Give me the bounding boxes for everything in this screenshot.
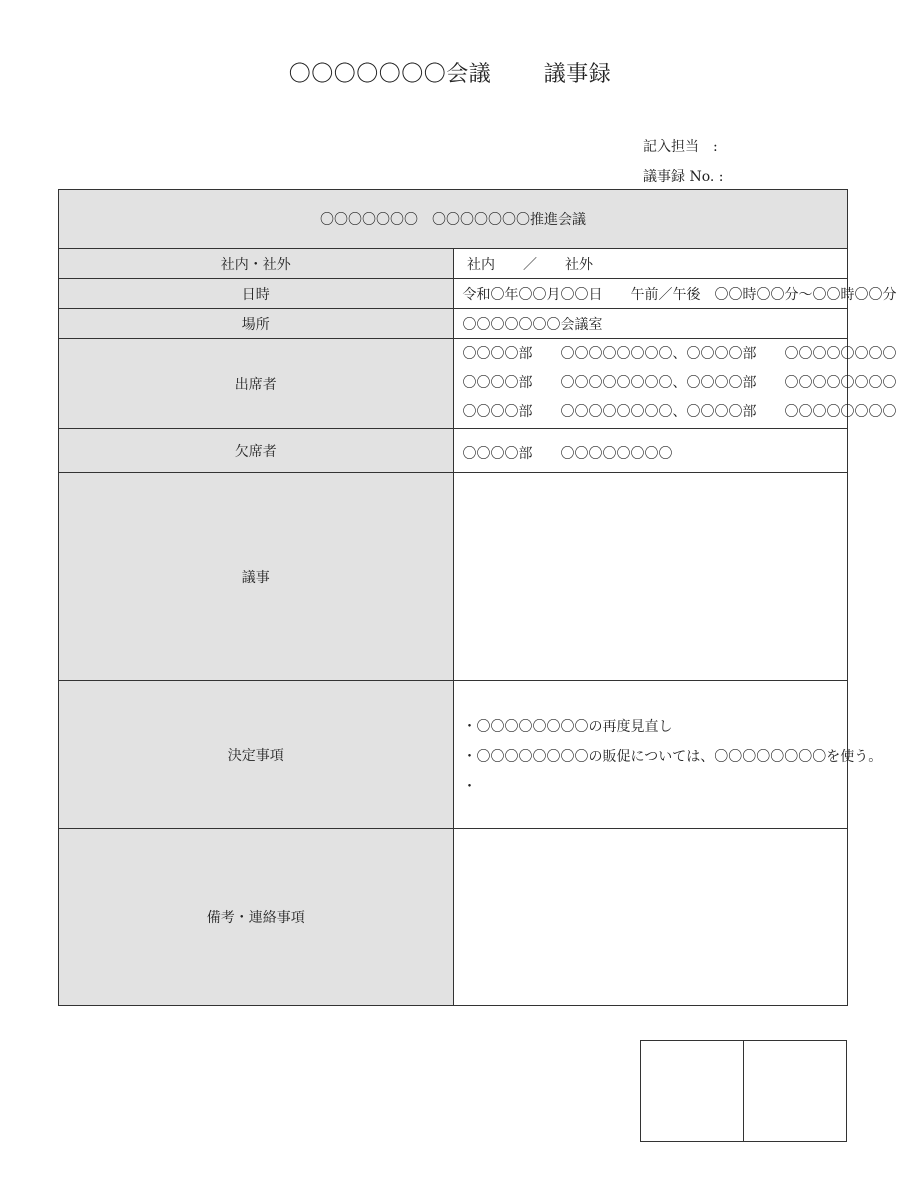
attendee-line: 〇〇〇〇部 〇〇〇〇〇〇〇〇、〇〇〇〇部 〇〇〇〇〇〇〇〇 xyxy=(462,346,897,362)
absentees-value: 〇〇〇〇部 〇〇〇〇〇〇〇〇 xyxy=(453,429,848,473)
attendees-label: 出席者 xyxy=(59,339,454,429)
minutes-number-label: 議事録 No. : xyxy=(643,169,724,185)
approval-stamp-box xyxy=(640,1040,847,1142)
absentees-label: 欠席者 xyxy=(59,429,454,473)
stamp-cell xyxy=(641,1041,743,1141)
stamp-cell xyxy=(743,1041,846,1141)
proceedings-row xyxy=(59,473,848,681)
attendees-value xyxy=(453,339,897,429)
notes-row xyxy=(59,829,848,1006)
decision-item: ・〇〇〇〇〇〇〇〇の再度見直し xyxy=(462,719,673,735)
decisions-row xyxy=(59,681,848,829)
datetime-label: 日時 xyxy=(59,279,454,309)
minutes-table xyxy=(58,189,897,1006)
notes-label: 備考・連絡事項 xyxy=(59,829,454,1006)
meeting-name-header: 〇〇〇〇〇〇〇 〇〇〇〇〇〇〇推進会議 xyxy=(59,190,848,249)
attendees-row xyxy=(59,339,848,429)
decisions-value xyxy=(453,681,883,829)
place-label: 場所 xyxy=(59,309,454,339)
scope-label: 社内・社外 xyxy=(59,249,454,279)
attendee-line: 〇〇〇〇部 〇〇〇〇〇〇〇〇、〇〇〇〇部 〇〇〇〇〇〇〇〇 xyxy=(462,375,897,391)
scope-row xyxy=(59,249,848,279)
decision-item: ・ xyxy=(462,779,477,795)
place-row xyxy=(59,309,848,339)
absentees-row xyxy=(59,429,848,473)
proceedings-label: 議事 xyxy=(59,473,454,681)
decision-item: ・〇〇〇〇〇〇〇〇の販促については、〇〇〇〇〇〇〇〇を使う。 xyxy=(462,749,883,765)
document-title: 〇〇〇〇〇〇〇会議 議事録 xyxy=(288,62,612,87)
scope-value: 社内 ／ 社外 xyxy=(453,249,848,279)
recorder-label: 記入担当 : xyxy=(643,139,718,155)
datetime-value: 令和〇年〇〇月〇〇日 午前／午後 〇〇時〇〇分〜〇〇時〇〇分 xyxy=(453,279,848,309)
decisions-label: 決定事項 xyxy=(59,681,454,829)
proceedings-value xyxy=(453,473,848,681)
place-value: 〇〇〇〇〇〇〇会議室 xyxy=(453,309,848,339)
notes-value xyxy=(453,829,848,1006)
attendee-line: 〇〇〇〇部 〇〇〇〇〇〇〇〇、〇〇〇〇部 〇〇〇〇〇〇〇〇 xyxy=(462,404,897,420)
datetime-row xyxy=(59,279,848,309)
